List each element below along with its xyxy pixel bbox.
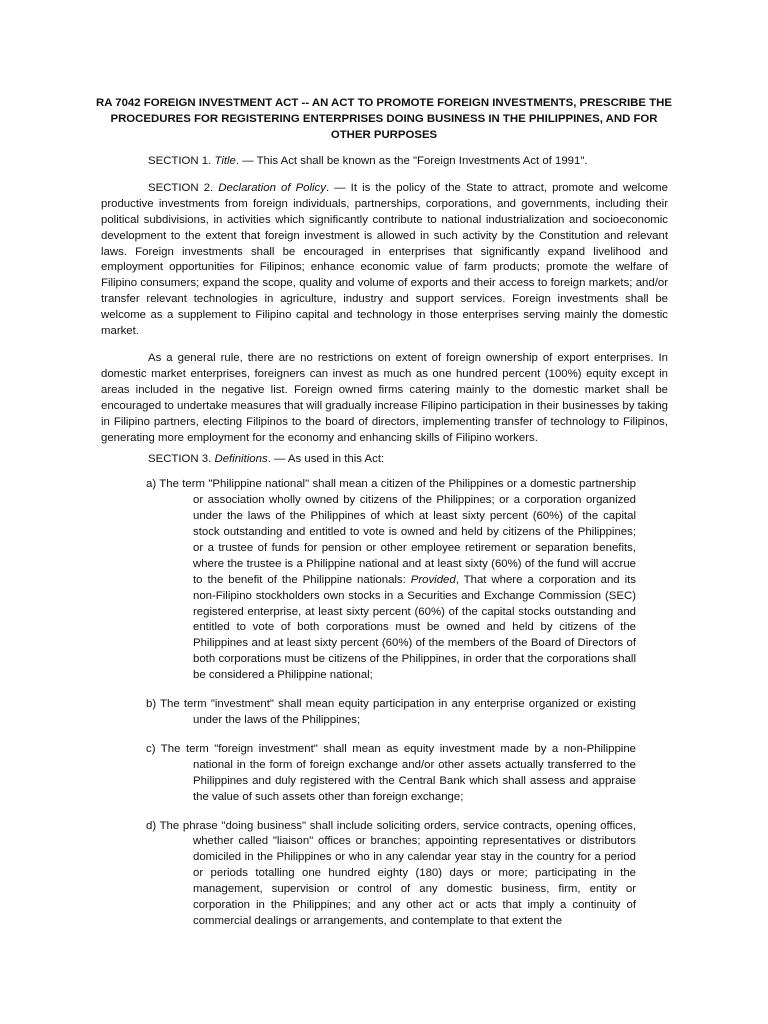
section-2	[101, 181, 668, 340]
section-1-text: . — This Act shall be known as the "Foreign Investments Act of 1991".	[235, 155, 588, 167]
section-3-heading: Definitions	[214, 453, 268, 466]
section-1	[148, 154, 668, 170]
document-body	[101, 154, 668, 930]
definition-a-italic: Provided	[410, 573, 456, 586]
definition-a-part2: , That where a corporation and its non-Filipino stockholders own stocks in a Securities and Exchange Commission (SEC) registered enterprise, at least sixty percent (60%) of the capital stocks outstanding and entitled to vote of both corporations must be owned and held by citizens of the Philippines and at least sixty percent (60%) of the members of the Board of Directors of both corporations must be citizens of the Philippines, in order that the corporations shall be considered a Philippine national;	[193, 573, 636, 682]
definition-a-part1: a) The term "Philippine national" shall mean a citizen of the Philippines or a domestic partnership or association wholly owned by citizens of the Philippines; or a corporation organized under the laws of the Philippines of which at least sixty percent (60%) of the capital stock outstanding and entitled to vote is owned and held by citizens of the Philippines; or a trustee of funds for pension or other employee retirement or separation benefits, where the trustee is a Philippine national and at least sixty (60%) of the fund will accrue to the benefit of the Philippine nationals:	[146, 478, 636, 586]
section-3-label: SECTION 3.	[148, 453, 212, 466]
section-2-text: . — It is the policy of the State to attract, promote and welcome productive investments from foreign individuals, partnerships, corporations, and governments, including their political subdivisions, in activities which significantly contribute to national industrialization and socioeconomic development to the extent that foreign investment is allowed in such activity by the Constitution and relevant laws. Foreign investments shall be encouraged in enterprises that significantly expand livelihood and employment opportunities for Filipinos; enhance economic value of farm products; promote the welfare of Filipino consumers; expand the scope, quality and volume of exports and their access to foreign markets; and/or transfer relevant technologies in agriculture, industry and support services. Foreign investments shall be welcome as a supplement to Filipino capital and technology in those enterprises serving mainly the domestic market.	[101, 181, 668, 338]
definition-b: b) The term "investment" shall mean equity participation in any enterprise organized or existing under the laws of the Philippines;	[146, 698, 636, 726]
section-1-heading: Title	[214, 155, 236, 167]
section-2-paragraph-2: As a general rule, there are no restrictions on extent of foreign ownership of export enterprises. In domestic market enterprises, foreigners can invest as much as one hundred percent (100%) equity except in areas included in the negative list. Foreign owned firms catering mainly to the domestic market shall be encouraged to undertake measures that will gradually increase Filipino participation in their businesses by taking in Filipino partners, electing Filipinos to the board of directors, implementing transfer of technology to Filipinos, generating more employment for the economy and enhancing skills of Filipino workers.	[101, 351, 668, 444]
section-2-heading: Declaration of Policy	[218, 181, 326, 194]
document-title: RA 7042 FOREIGN INVESTMENT ACT -- AN ACT TO PROMOTE FOREIGN INVESTMENTS, PRESCRIBE THE PROCEDURES FOR REGISTERING ENTERPRISES DOING BUSINESS IN THE PHILIPPINES, AND FOR OTHER PURPOSES	[96, 97, 672, 141]
section-1-label: SECTION 1.	[148, 155, 212, 167]
section-3-text: . — As used in this Act:	[267, 453, 385, 466]
definition-d: d) The phrase "doing business" shall include soliciting orders, service contracts, opening offices, whether called "liaison" offices or branches; appointing representatives or distributors domiciled in the Philippines or who in any calendar year stay in the country for a period or periods totalling one hundred eighty (180) days or more; participating in the management, supervision or control of any domestic business, firm, entity or corporation in the Philippines; and any other act or acts that imply a continuity of commercial dealings or arrangements, and contemplate to that extent the	[146, 819, 636, 927]
section-2-label: SECTION 2.	[148, 181, 214, 194]
section-3	[148, 452, 668, 468]
definitions-list	[146, 477, 636, 930]
definition-a	[146, 477, 636, 684]
definition-c: c) The term "foreign investment" shall mean as equity investment made by a non-Philippine national in the form of foreign exchange and/or other assets actually transferred to the Philippines and duly registered with the Central Bank which shall assess and appraise the value of such assets other than foreign exchange;	[146, 742, 636, 803]
